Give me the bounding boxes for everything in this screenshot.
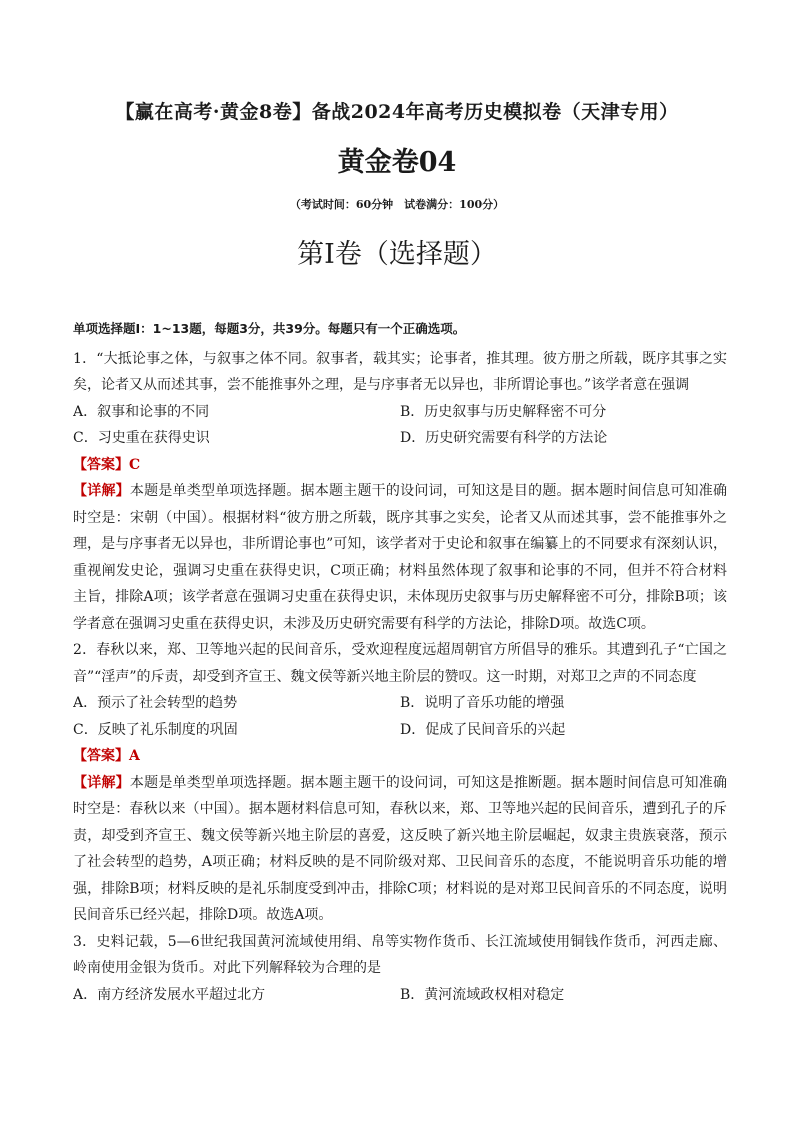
answer-label: 【答案】 <box>73 748 129 764</box>
option-d: D．促成了民间音乐的兴起 <box>400 721 566 738</box>
option-a: A．预示了社会转型的趋势 <box>73 695 238 711</box>
question-3 <box>73 929 727 1009</box>
question-2 <box>73 637 727 929</box>
option-a: A．叙事和论事的不同 <box>73 403 210 420</box>
explanation-label: 【详解】 <box>73 483 130 499</box>
options <box>73 399 727 452</box>
answer-value: C <box>129 456 141 473</box>
answer-value: A <box>129 748 140 764</box>
option-c: C．反映了礼乐制度的巩固 <box>73 721 238 738</box>
exam-info: （考试时间：60分钟 试卷满分：100分） <box>289 198 505 211</box>
options <box>73 690 727 743</box>
section-instructions: 单项选择题Ⅰ：1~13题，每题3分，共39分。每题只有一个正确选项。 <box>73 321 466 336</box>
question-stem: 1．“大抵论事之体，与叙事之体不同。叙事者，载其实；论事者，推其理。彼方册之所载，既序其事之实矣，论者又从而述其事，尝不能推事外之理，是与序事者无以异也，非所谓论事也。”该学者意在强调 <box>73 350 727 393</box>
explanation-label: 【详解】 <box>73 774 130 791</box>
option-b: B．黄河流域政权相对稳定 <box>400 986 565 1003</box>
paper-title: 黄金卷04 <box>337 147 457 178</box>
option-d: D．历史研究需要有科学的方法论 <box>400 430 608 446</box>
question-stem: 3．史料记载，5—6世纪我国黄河流域使用绢、帛等实物作货币、长江流域使用铜钱作货币，河西走廊、岭南使用金银为货币。对此下列解释较为合理的是 <box>73 933 727 976</box>
exam-series-title: 【赢在高考·黄金8卷】备战2024年高考历史模拟卷（天津专用） <box>115 101 679 123</box>
question-stem: 2．春秋以来，郑、卫等地兴起的民间音乐，受欢迎程度远超周朝官方所倡导的雅乐。其遭到孔子“亡国之音”“淫声”的斥责，却受到齐宣王、魏文侯等新兴地主阶层的赞叹。这一时期，对郑卫之声的不同态度 <box>73 642 727 685</box>
question-1 <box>73 346 727 638</box>
option-a: A．南方经济发展水平超过北方 <box>73 986 266 1003</box>
answer-line <box>73 743 727 770</box>
explanation <box>73 770 727 929</box>
option-b: B．历史叙事与历史解释密不可分 <box>400 403 607 420</box>
answer-label: 【答案】 <box>73 456 129 473</box>
options <box>73 982 727 1009</box>
section-title: 第I卷（选择题） <box>297 239 497 270</box>
explanation-text: 本题是单类型单项选择题。据本题主题干的设问词，可知这是目的题。据本题时间信息可知准确时空是：宋朝（中国）。根据材料“彼方册之所载，既序其事之实矣，论者又从而述其事，尝不能推事外之理，是与序事者无以异也，非所谓论事也”可知，该学者对于史论和叙事在编纂上的不同要求有深刻认识，重视阐发史论，强调习史重在获得史识，C项正确；材料虽然体现了叙事和论事的不同，但并不符合材料主旨，排除A项；该学者意在强调习史重在获得史识，未体现历史叙事与历史解释密不可分，排除B项；该学者意在强调习史重在获得史识，未涉及历史研究需要有科学的方法论，排除D项。故选C项。 <box>73 483 727 632</box>
explanation-text: 本题是单类型单项选择题。据本题主题干的设问词，可知这是推断题。据本题时间信息可知准确时空是：春秋以来（中国）。据本题材料信息可知，春秋以来，郑、卫等地兴起的民间音乐，遭到孔子的斥责，却受到齐宣王、魏文侯等新兴地主阶层的喜爱，这反映了新兴地主阶层崛起，奴隶主贵族衰落，预示了社会转型的趋势，A项正确；材料反映的是不同阶级对郑、卫民间音乐的态度，不能说明音乐功能的增强，排除B项；材料反映的是礼乐制度受到冲击，排除C项；材料说的是对郑卫民间音乐的不同态度，说明民间音乐已经兴起，排除D项。故选A项。 <box>73 774 727 923</box>
explanation <box>73 478 727 637</box>
content-area <box>73 316 727 1008</box>
option-b: B．说明了音乐功能的增强 <box>400 695 565 711</box>
option-c: C．习史重在获得史识 <box>73 430 210 446</box>
answer-line <box>73 452 727 479</box>
